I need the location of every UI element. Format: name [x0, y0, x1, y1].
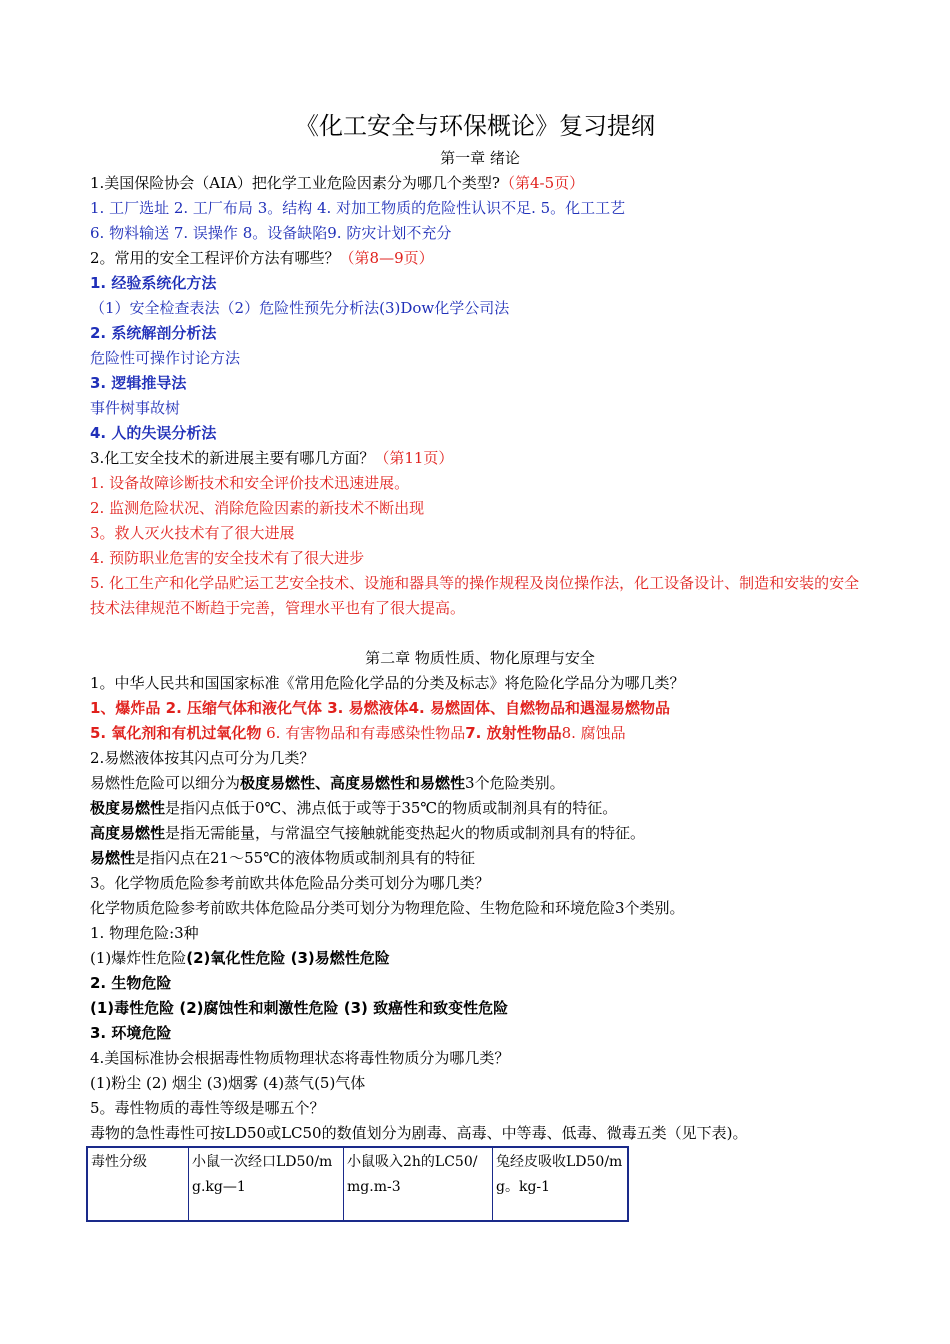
progress-item-5: 5. 化工生产和化学品贮运工艺安全技术、设施和器具等的操作规程及岗位操作法，化工设备设计、制造和安装的安全技术法律规范不断趋于完善，管理水平也有了很大提高。 — [90, 574, 860, 617]
definition: 是指无需能量，与常温空气接触就能变热起火的物质或制剂具有的特征。 — [165, 824, 646, 842]
method-1-detail: （1）安全检查表法（2）危险性预先分析法(3)Dow化学公司法 — [90, 299, 510, 317]
text: (1)爆炸性危险 — [90, 949, 187, 967]
answer-2-4: (1)粉尘 (2) 烟尘 (3)烟雾 (4)蒸气(5)气体 — [90, 1074, 366, 1092]
table-header-cell: 兔经皮吸收LD50/mg。kg-1 — [493, 1147, 629, 1221]
question-1-3 — [90, 446, 870, 471]
biological-hazard-types: (1)毒性危险 (2)腐蚀性和刺激性危险 (3) 致癌性和致变性危险 — [90, 999, 509, 1017]
table-header-cell: 小鼠吸入2h的LC50/mg.m-3 — [344, 1147, 493, 1221]
question-2-1: 1。中华人民共和国国家标准《常用危险化学品的分类及标志》将危险化学品分为哪几类？ — [90, 674, 685, 692]
flammability-summary — [90, 771, 870, 796]
category-oxidizer: 5. 氧化剂和有机过氧化物 — [90, 724, 262, 742]
answer-2-3: 化学物质危险参考前欧共体危险品分类可划分为物理危险、生物危险和环境危险3个类别。 — [90, 899, 685, 917]
question-text: 2。常用的安全工程评价方法有哪些？ — [90, 249, 340, 267]
page-reference: （第11页） — [374, 449, 454, 467]
category-line-1: 1、爆炸品 2. 压缩气体和液化气体 3. 易燃液体4. 易燃固体、自燃物品和遇湿易燃物品 — [90, 699, 670, 717]
method-2-detail: 危险性可操作讨论方法 — [90, 349, 241, 367]
chapter-1 — [90, 146, 870, 621]
progress-item-3: 3。救人灭火技术有了很大进展 — [90, 524, 295, 542]
chapter-2-heading: 第二章 物质性质、物化原理与安全 — [365, 649, 595, 667]
emphasis: (2)氧化性危险 (3)易燃性危险 — [186, 949, 390, 967]
question-2-2: 2.易燃液体按其闪点可分为几类？ — [90, 749, 315, 767]
extreme-flammability — [90, 796, 870, 821]
high-flammability — [90, 821, 870, 846]
chapter-1-heading: 第一章 绪论 — [440, 149, 520, 167]
text: 3个危险类别。 — [465, 774, 565, 792]
table-header-cell: 小鼠一次经口LD50/mg.kg—1 — [189, 1147, 344, 1221]
answer-1-1-line-2: 6. 物料输送 7. 误操作 8。设备缺陷9. 防灾计划不充分 — [90, 224, 452, 242]
method-4-heading: 4. 人的失误分析法 — [90, 424, 217, 442]
question-text: 1.美国保险协会（AIA）把化学工业危险因素分为哪几个类型? — [90, 174, 500, 192]
biological-hazard: 2. 生物危险 — [90, 974, 172, 992]
answer-2-5: 毒物的急性毒性可按LD50或LC50的数值划分为剧毒、高毒、中等毒、低毒、微毒五类（见下表)。 — [90, 1124, 748, 1142]
category-toxic: 6. 有害物品和有毒感染性物品 — [261, 724, 466, 742]
method-1-heading: 1. 经验系统化方法 — [90, 274, 217, 292]
table-header-cell: 毒性分级 — [87, 1147, 189, 1221]
question-2-3: 3。化学物质危险参考前欧共体危险品分类可划分为哪几类？ — [90, 874, 490, 892]
definition: 是指闪点低于0℃、沸点低于或等于35℃的物质或制剂具有的特征。 — [165, 799, 618, 817]
question-text: 3.化工安全技术的新进展主要有哪几方面？ — [90, 449, 375, 467]
progress-item-2: 2. 监测危险状况、消除危险因素的新技术不断出现 — [90, 499, 425, 517]
physical-hazard: 1. 物理危险:3种 — [90, 924, 199, 942]
definition: 是指闪点在21～55℃的液体物质或制剂具有的特征 — [135, 849, 475, 867]
page-reference: （第8—9页） — [339, 249, 434, 267]
text: 易燃性危险可以细分为 — [90, 774, 241, 792]
page-title: 《化工安全与环保概论》复习提纲 — [295, 112, 655, 140]
method-3-heading: 3. 逻辑推导法 — [90, 374, 187, 392]
term: 极度易燃性 — [90, 799, 166, 817]
progress-item-4: 4. 预防职业危害的安全技术有了很大进步 — [90, 549, 365, 567]
page-reference: （第4-5页） — [499, 174, 585, 192]
term: 高度易燃性 — [90, 824, 166, 842]
emphasis: 极度易燃性、高度易燃性和易燃性 — [240, 774, 466, 792]
environmental-hazard: 3. 环境危险 — [90, 1024, 172, 1042]
flammability — [90, 846, 870, 871]
toxicity-table — [86, 1146, 629, 1222]
answer-1-1-line-1: 1. 工厂选址 2. 工厂布局 3。结构 4. 对加工物质的危险性认识不足. 5。化工工艺 — [90, 199, 626, 217]
question-1-1 — [90, 171, 870, 196]
progress-item-1: 1. 设备故障诊断技术和安全评价技术迅速进展。 — [90, 474, 410, 492]
question-2-5: 5。毒性物质的毒性等级是哪五个？ — [90, 1099, 325, 1117]
category-corrosive: 8. 腐蚀品 — [561, 724, 626, 742]
chapter-2 — [90, 646, 870, 1146]
method-2-heading: 2. 系统解剖分析法 — [90, 324, 217, 342]
method-3-detail: 事件树事故树 — [90, 399, 181, 417]
term: 易燃性 — [90, 849, 136, 867]
table-header-row — [87, 1147, 628, 1221]
question-2-4: 4.美国标准协会根据毒性物质物理状态将毒性物质分为哪几类？ — [90, 1049, 510, 1067]
category-radioactive: 7. 放射性物品 — [465, 724, 562, 742]
category-line-2 — [90, 721, 870, 746]
question-1-2 — [90, 246, 870, 271]
physical-hazard-types — [90, 946, 870, 971]
